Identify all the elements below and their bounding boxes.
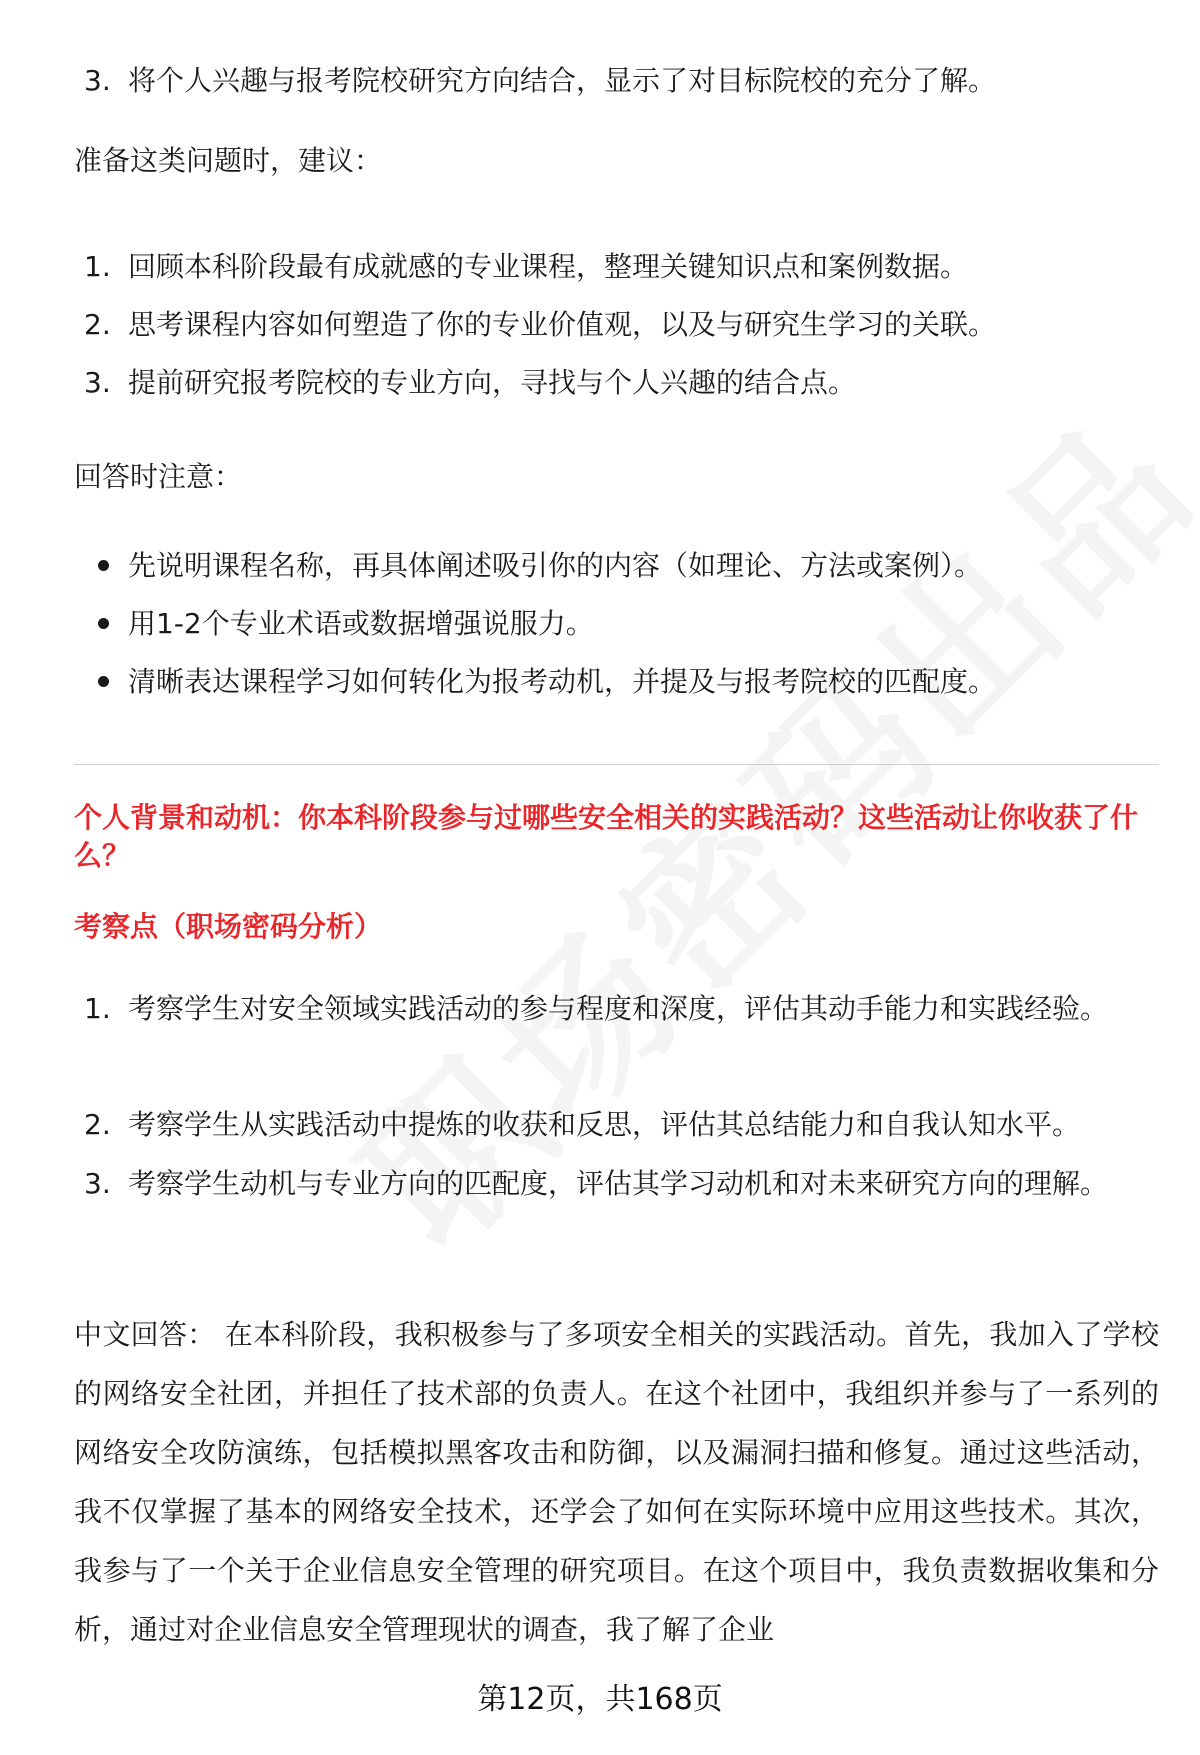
- list-item-text: 将个人兴趣与报考院校研究方向结合，显示了对目标院校的充分了解。: [128, 64, 997, 97]
- list-item-text: 考察学生从实践活动中提炼的收获和反思，评估其总结能力和自我认知水平。: [128, 1108, 1081, 1141]
- bullet-item-text: 用1-2个专业术语或数据增强说服力。: [128, 607, 594, 640]
- bullet-icon: [98, 618, 109, 629]
- bullet-icon: [98, 560, 109, 571]
- list-number: 3.: [84, 64, 111, 97]
- list-number: 3.: [84, 1167, 111, 1200]
- answer-paragraph: 中文回答： 在本科阶段，我积极参与了多项安全相关的实践活动。首先，我加入了学校的网络安全社团，并担任了技术部的负责人。在这个社团中，我组织并参与了一系列的网络安全攻防演练，包括模拟黑客攻击和防御，以及漏洞扫描和修复。通过这些活动，我不仅掌握了基本的网络安全技术，还学会了如何在实际环境中应用这些技术。其次，我参与了一个关于企业信息安全管理的研究项目。在这个项目中，我负责数据收集和分析，通过对企业信息安全管理现状的调查，我了解了企业: [74, 1318, 1159, 1646]
- list-item-text: 考察学生动机与专业方向的匹配度，评估其学习动机和对未来研究方向的理解。: [128, 1167, 1109, 1200]
- section-divider: [74, 764, 1159, 765]
- bullet-item-text: 清晰表达课程学习如何转化为报考动机，并提及与报考院校的匹配度。: [128, 665, 997, 698]
- list-number: 2.: [84, 1108, 111, 1141]
- notice-intro: 回答时注意：: [74, 460, 243, 493]
- list-item-text: 思考课程内容如何塑造了你的专业价值观，以及与研究生学习的关联。: [128, 308, 997, 341]
- list-number: 1.: [84, 250, 111, 283]
- list-number: 1.: [84, 992, 111, 1025]
- question-heading: 个人背景和动机：你本科阶段参与过哪些安全相关的实践活动？这些活动让你收获了什么？: [74, 801, 1139, 872]
- bullet-item-text: 先说明课程名称，再具体阐述吸引你的内容（如理论、方法或案例）。: [128, 549, 983, 582]
- bullet-icon: [98, 676, 109, 687]
- list-number: 2.: [84, 308, 111, 341]
- prep-intro: 准备这类问题时，建议：: [74, 144, 383, 177]
- assessment-heading: 考察点（职场密码分析）: [74, 910, 383, 943]
- list-item-text: 回顾本科阶段最有成就感的专业课程，整理关键知识点和案例数据。: [128, 250, 969, 283]
- page-footer: 第12页，共168页: [477, 1682, 723, 1717]
- list-number: 3.: [84, 366, 111, 399]
- list-item-text: 考察学生对安全领域实践活动的参与程度和深度，评估其动手能力和实践经验。: [128, 992, 1109, 1025]
- list-item-text: 提前研究报考院校的专业方向，寻找与个人兴趣的结合点。: [128, 366, 857, 399]
